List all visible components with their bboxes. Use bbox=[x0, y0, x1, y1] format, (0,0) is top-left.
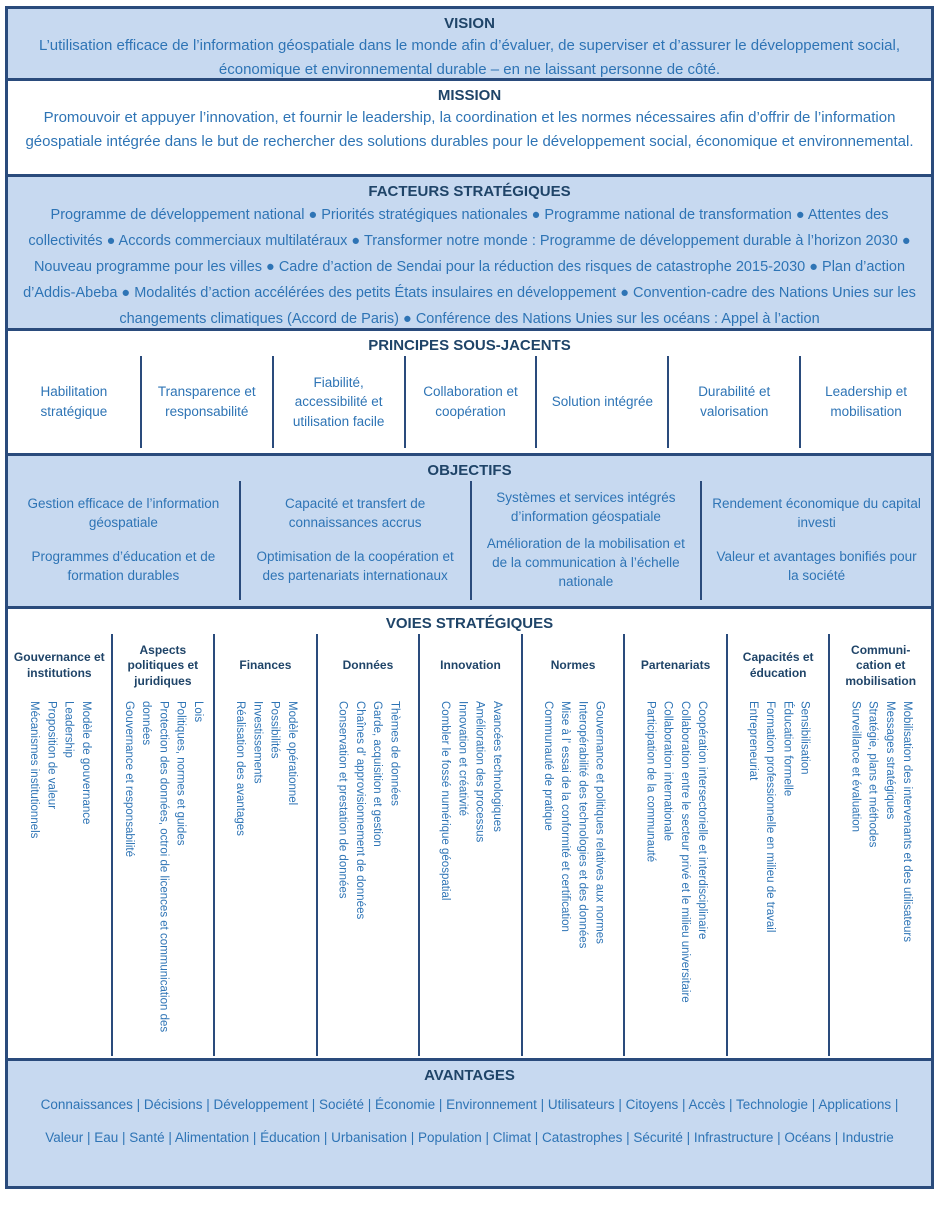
section-voies-strategiques bbox=[5, 606, 934, 1061]
voie-vertical-text bbox=[25, 701, 94, 1041]
objectif-item: Rendement économique du capital investi bbox=[712, 496, 921, 531]
voie-items bbox=[523, 698, 624, 1056]
voie-item: Innovation et créativité bbox=[456, 701, 469, 817]
facteurs-items-text: Programme de développement national ● Priorités stratégiques nationales ● Programme national de transformation ● Attentes des collectivités ● Accords commerciaux multilatéraux ● Transformer notre monde : Programme de développement durable à l’horizon 2030 ● Nouveau programme pour les villes ● Cadre d’action de Sendai pour la réduction des risques de catastrophe 2015-2030 ● Plan d’action d’Addis-Abeba ● Modalités d’action accélérées des petits États insulaires en développement ● Convention-cadre des Nations Unies sur les changements climatiques (Accord de Paris) ● Conférence des Nations Unies sur les océans : Appel à l’action bbox=[23, 207, 916, 327]
voie-vertical-text bbox=[744, 701, 813, 1041]
voie-item: Mécanismes institutionnels bbox=[28, 701, 41, 839]
objectif-item: Amélioration de la mobilisation et de la communication à l’échelle nationale bbox=[486, 536, 685, 589]
principle-label: Habilitation stratégique bbox=[40, 384, 108, 419]
voie-item: Interopérabilité des technologies et des données bbox=[576, 701, 589, 949]
voie-item: Investissements bbox=[251, 701, 264, 784]
voies-columns bbox=[8, 634, 931, 1056]
avantages-title: AVANTAGES bbox=[424, 1067, 515, 1084]
objectif-column bbox=[470, 481, 701, 600]
voie-column-innovation bbox=[418, 634, 521, 1056]
objectif-item: Capacité et transfert de connaissances accrus bbox=[284, 496, 426, 531]
voie-header: Partenariats bbox=[640, 658, 711, 673]
avantages-items-text: Connaissances | Décisions | Développement | Société | Économie | Environnement | Utilisateurs | Citoyens | Accès | Technologie | Applications | Valeur | Eau | Santé | Alimentation | Éducation | Urbanisation | Population | Climat | Catastrophes | Sécurité | Infrastructure | Océans | Industrie bbox=[40, 1097, 899, 1145]
voie-item: Messages stratégiques bbox=[883, 701, 896, 820]
objectifs-columns bbox=[8, 481, 931, 600]
section-mission bbox=[5, 78, 934, 177]
voie-item: Entrepreneuriat bbox=[746, 701, 759, 781]
section-facteurs-strategiques bbox=[5, 174, 934, 331]
objectif-item: Gestion efficace de l’information géospatiale bbox=[27, 496, 220, 531]
voie-item: Combler le fossé numérique géospatial bbox=[439, 701, 452, 901]
voie-header: Communi-cation et mobilisation bbox=[845, 642, 917, 688]
objectifs-title: OBJECTIFS bbox=[427, 462, 512, 479]
principle-label: Fiabilité, accessibilité et utilisation facile bbox=[292, 374, 385, 429]
voie-item: Proposition de valeur bbox=[45, 701, 58, 810]
voie-vertical-text bbox=[539, 701, 608, 1041]
voie-item: Modèle opérationnel bbox=[285, 701, 298, 806]
voie-vertical-text bbox=[846, 701, 915, 1041]
voie-item: Chaînes d’ approvisionnement de données bbox=[353, 701, 366, 920]
vision-text: L’utilisation efficace de l’information géospatiale dans le monde afin d’évaluer, de superviser et d’assurer le développement social, économique et environnemental durable – en ne laissant personne de côté. bbox=[38, 37, 901, 78]
voie-item: Lois bbox=[191, 701, 204, 723]
principes-columns bbox=[8, 356, 931, 448]
voie-item: Formation professionnelle en milieu de travail bbox=[764, 701, 777, 933]
voie-column-communication-mobilisation bbox=[828, 634, 931, 1056]
voie-vertical-text bbox=[436, 701, 505, 1041]
voie-item: Mobilisation des intervenants et des utilisateurs bbox=[901, 701, 914, 942]
voie-item: Amélioration des processus bbox=[473, 701, 486, 843]
voie-column-aspects-politiques bbox=[111, 634, 214, 1056]
voie-header: Finances bbox=[239, 658, 292, 673]
voie-item: Éducation formelle bbox=[781, 701, 794, 797]
voie-item: Protection des données, octroi de licences et communication des données bbox=[140, 701, 170, 1033]
section-principes-sous-jacents bbox=[5, 328, 934, 456]
voies-title: VOIES STRATÉGIQUES bbox=[385, 615, 554, 632]
voie-item: Communauté de pratique bbox=[541, 701, 554, 831]
voie-item: Garde, acquisition et gestion bbox=[371, 701, 384, 847]
vision-title: VISION bbox=[444, 15, 495, 32]
voie-item: Stratégie, plans et méthodes bbox=[866, 701, 879, 848]
principle-label: Collaboration et coopération bbox=[423, 384, 518, 419]
voie-item: Politiques, normes et guides bbox=[174, 701, 187, 846]
voie-vertical-text bbox=[120, 701, 206, 1041]
voie-items bbox=[625, 698, 726, 1056]
voie-item: Gouvernance et responsabilité bbox=[122, 701, 135, 857]
voie-header: Données bbox=[342, 658, 394, 673]
voie-item: Coopération intersectorielle et interdisciplinaire bbox=[696, 701, 709, 940]
objectif-item: Optimisation de la coopération et des partenariats internationaux bbox=[256, 548, 454, 583]
voie-item: Gouvernance et politiques relatives aux normes bbox=[593, 701, 606, 944]
principes-title: PRINCIPES SOUS-JACENTS bbox=[368, 337, 571, 354]
voie-items bbox=[215, 698, 316, 1056]
voie-items bbox=[113, 698, 214, 1056]
principle-label: Transparence et responsabilité bbox=[157, 384, 256, 419]
mission-title: MISSION bbox=[437, 87, 502, 104]
voie-item: Réalisation des avantages bbox=[234, 701, 247, 836]
voie-item: Collaboration internationale bbox=[661, 701, 674, 842]
voie-items bbox=[8, 698, 111, 1056]
voie-item: Mise à l’ essai de la conformité et certification bbox=[559, 701, 572, 932]
voie-item: Leadership bbox=[62, 701, 75, 758]
voie-header: Aspects politiques et juridiques bbox=[127, 642, 199, 688]
principle-cell bbox=[535, 356, 667, 448]
principle-cell bbox=[404, 356, 536, 448]
principle-label: Leadership et mobilisation bbox=[825, 384, 907, 419]
voie-header: Capacités et éducation bbox=[742, 650, 814, 680]
voie-vertical-text bbox=[231, 701, 300, 1041]
voie-item: Thèmes de données bbox=[388, 701, 401, 806]
principle-cell bbox=[799, 356, 931, 448]
principle-cell bbox=[140, 356, 272, 448]
principle-label: Solution intégrée bbox=[551, 394, 654, 410]
principle-cell bbox=[272, 356, 404, 448]
objectif-item: Programmes d’éducation et de formation durables bbox=[31, 548, 216, 583]
voie-items bbox=[830, 698, 931, 1056]
principle-cell bbox=[667, 356, 799, 448]
voie-items bbox=[420, 698, 521, 1056]
voie-item: Collaboration entre le secteur privé et le milieu universitaire bbox=[678, 701, 691, 1003]
voie-column-donnees bbox=[316, 634, 419, 1056]
voie-items bbox=[318, 698, 419, 1056]
principle-label: Durabilité et valorisation bbox=[698, 384, 771, 419]
section-avantages bbox=[5, 1058, 934, 1189]
voie-column-capacites-education bbox=[726, 634, 829, 1056]
voie-header: Normes bbox=[550, 658, 596, 673]
voie-item: Modèle de gouvernance bbox=[79, 701, 92, 825]
voie-column-partenariats bbox=[623, 634, 726, 1056]
mission-text: Promouvoir et appuyer l’innovation, et fournir le leadership, la coordination et les normes nécessaires afin d’offrir de l’information géospatiale intégrée dans le but de rechercher des solutions durables pour le développement social, économique et environnemental. bbox=[25, 109, 914, 150]
section-vision bbox=[5, 6, 934, 81]
voie-item: Conservation et prestation de données bbox=[336, 701, 349, 899]
voie-item: Participation de la communauté bbox=[644, 701, 657, 863]
facteurs-title: FACTEURS STRATÉGIQUES bbox=[368, 183, 571, 200]
voie-header: Innovation bbox=[440, 658, 501, 673]
voie-vertical-text bbox=[333, 701, 402, 1041]
voie-header: Gouvernance et institutions bbox=[13, 650, 105, 680]
voie-column-finances bbox=[213, 634, 316, 1056]
voie-column-gouvernance bbox=[8, 634, 111, 1056]
voie-vertical-text bbox=[641, 701, 710, 1041]
voie-column-normes bbox=[521, 634, 624, 1056]
objectif-item: Valeur et avantages bonifiés pour la société bbox=[716, 548, 917, 583]
voie-item: Possibilités bbox=[268, 701, 281, 759]
voie-item: Avancées technologiques bbox=[490, 701, 503, 832]
principle-cell bbox=[8, 356, 140, 448]
objectif-column bbox=[700, 481, 931, 600]
voie-item: Sensibilisation bbox=[798, 701, 811, 775]
voie-item: Surveillance et évaluation bbox=[849, 701, 862, 833]
section-objectifs bbox=[5, 453, 934, 609]
objectif-column bbox=[239, 481, 470, 600]
voie-items bbox=[728, 698, 829, 1056]
objectif-item: Systèmes et services intégrés d’information géospatiale bbox=[496, 490, 676, 525]
objectif-column bbox=[8, 481, 239, 600]
